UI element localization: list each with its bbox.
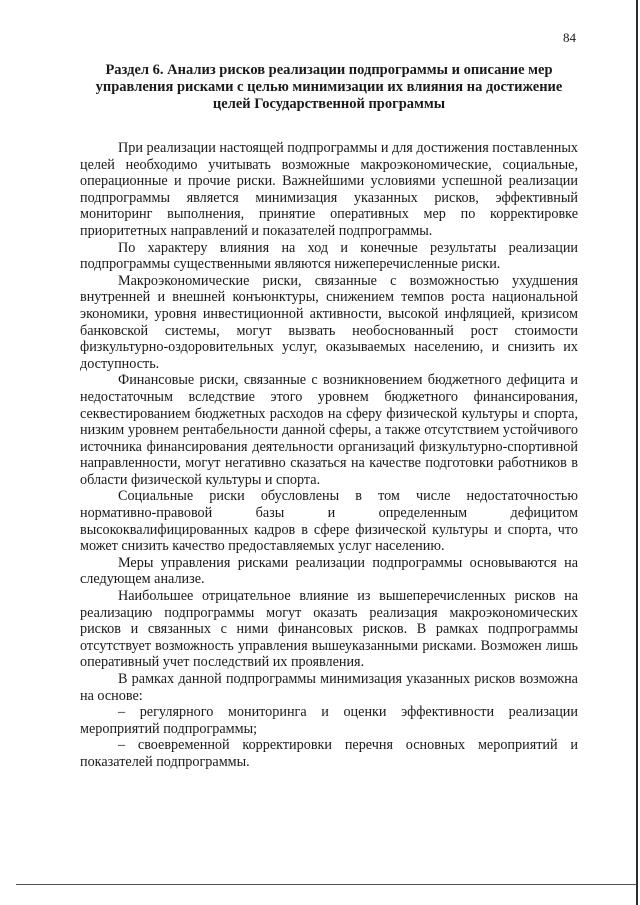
scan-edge-bottom xyxy=(16,884,636,885)
document-body xyxy=(80,140,578,771)
page-number: 84 xyxy=(563,30,576,45)
list-item: – регулярного мониторинга и оценки эффективности реализации мероприятий подпрограммы; xyxy=(80,704,578,737)
section-heading: Раздел 6. Анализ рисков реализации подпрограммы и описание мер управления рисками с целью минимизации их влияния на достижение целей Государственной программы xyxy=(95,62,563,112)
list-item: – своевременной корректировки перечня основных мероприятий и показателей подпрограммы. xyxy=(80,737,578,770)
paragraph: По характеру влияния на ход и конечные результаты реализации подпрограммы существенными являются нижеперечисленные риски. xyxy=(80,239,578,273)
paragraph: Наибольшее отрицательное влияние из вышеперечисленных рисков на реализацию подпрограммы могут оказать реализация макроэкономических рисков и связанных с ними финансовых рисков. В рамках подпрограммы отсутствует возможность управления вышеуказанными рисками. Возможен лишь оперативный учет последствий их проявления. xyxy=(80,588,578,671)
paragraph: При реализации настоящей подпрограммы и для достижения поставленных целей необходимо учитывать возможные макроэкономические, социальные, операционные и прочие риски. Важнейшими условиями успешной реализации подпрограммы является минимизация указанных рисков, эффективный мониторинг выполнения, принятие оперативных мер по корректировке приоритетных направлений и показателей подпрограммы. xyxy=(80,140,578,239)
paragraph: Финансовые риски, связанные с возникновением бюджетного дефицита и недостаточным вследствие этого уровнем бюджетного финансирования, секвестированием бюджетных расходов на сферу физической культуры и спорта, низким уровнем рентабельности данной сферы, а также отсутствием устойчивого источника финансирования деятельности организаций физкультурно-спортивной направленности, могут негативно сказаться на качестве подготовки работников в области физической культуры и спорта. xyxy=(80,372,578,488)
paragraph: В рамках данной подпрограммы минимизация указанных рисков возможна на основе: xyxy=(80,671,578,704)
paragraph: Социальные риски обусловлены в том числе недостаточностью нормативно-правовой базы и определенным дефицитом высококвалифицированных кадров в сфере физической культуры и спорта, что может снизить качество предоставляемых услуг населению. xyxy=(80,488,578,555)
scan-edge-right xyxy=(636,0,638,905)
paragraph: Меры управления рисками реализации подпрограммы основываются на следующем анализе. xyxy=(80,554,578,588)
paragraph: Макроэкономические риски, связанные с возможностью ухудшения внутренней и внешней конъюнктуры, снижением темпов роста национальной экономики, уровня инвестиционной активности, высокой инфляцией, кризисом банковской системы, могут вызвать необоснованный рост стоимости физкультурно-оздоровительных услуг, оказываемых населению, и снизить их доступность. xyxy=(80,272,578,372)
